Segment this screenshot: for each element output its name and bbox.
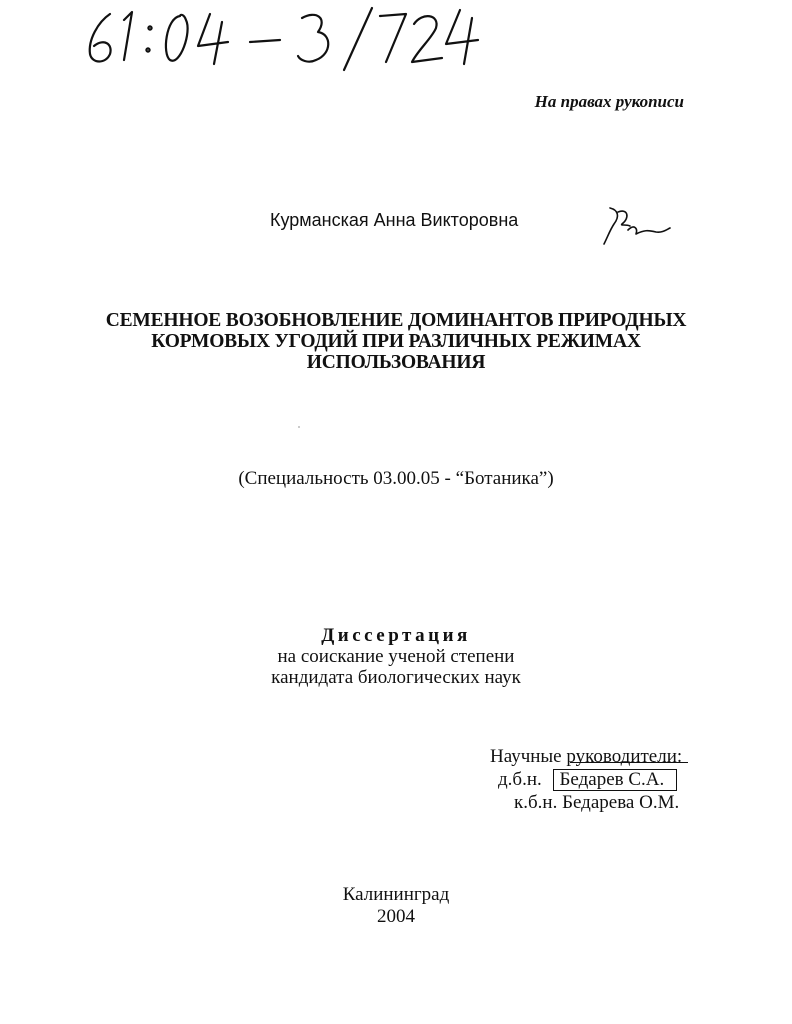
supervisor-name-boxed: Бедарев С.А. — [553, 769, 678, 791]
supervisors-heading-text: Научные руководители: — [490, 746, 683, 767]
specialty: (Специальность 03.00.05 - “Ботаника”) — [238, 468, 554, 489]
dissertation-title — [100, 310, 692, 373]
title-line: ИСПОЛЬЗОВАНИЯ — [306, 352, 486, 373]
scan-speck — [298, 426, 300, 428]
city: Калининград — [342, 884, 450, 905]
underline-mark — [570, 762, 688, 763]
rights-notice: На правах рукописи — [534, 92, 684, 111]
dissertation-block — [100, 625, 692, 688]
dissertation-heading: Диссертация — [321, 625, 471, 646]
title-line: КОРМОВЫХ УГОДИЙ ПРИ РАЗЛИЧНЫХ РЕЖИМАХ — [151, 331, 641, 352]
degree-line-2: кандидата биологических наук — [271, 667, 521, 688]
supervisor-name: Бедарева О.М. — [562, 792, 680, 813]
signature-icon — [600, 200, 675, 250]
supervisor-row — [488, 768, 682, 791]
footer-block — [100, 884, 692, 928]
degree-line-1: на соискание ученой степени — [277, 646, 515, 667]
handwritten-code-icon — [80, 2, 480, 72]
title-line: СЕМЕННОЕ ВОЗОБНОВЛЕНИЕ ДОМИНАНТОВ ПРИРОДНЫХ — [105, 310, 687, 331]
supervisor-degree: д.б.н. — [498, 769, 542, 790]
supervisor-degree: к.б.н. — [514, 792, 558, 813]
archive-code-handwriting — [80, 2, 480, 72]
supervisors-block — [488, 745, 682, 814]
author-name: Курманская Анна Викторовна — [270, 210, 519, 230]
supervisor-row — [488, 791, 682, 814]
supervisors-heading — [488, 745, 682, 768]
author-signature — [600, 200, 675, 250]
year: 2004 — [377, 906, 415, 927]
